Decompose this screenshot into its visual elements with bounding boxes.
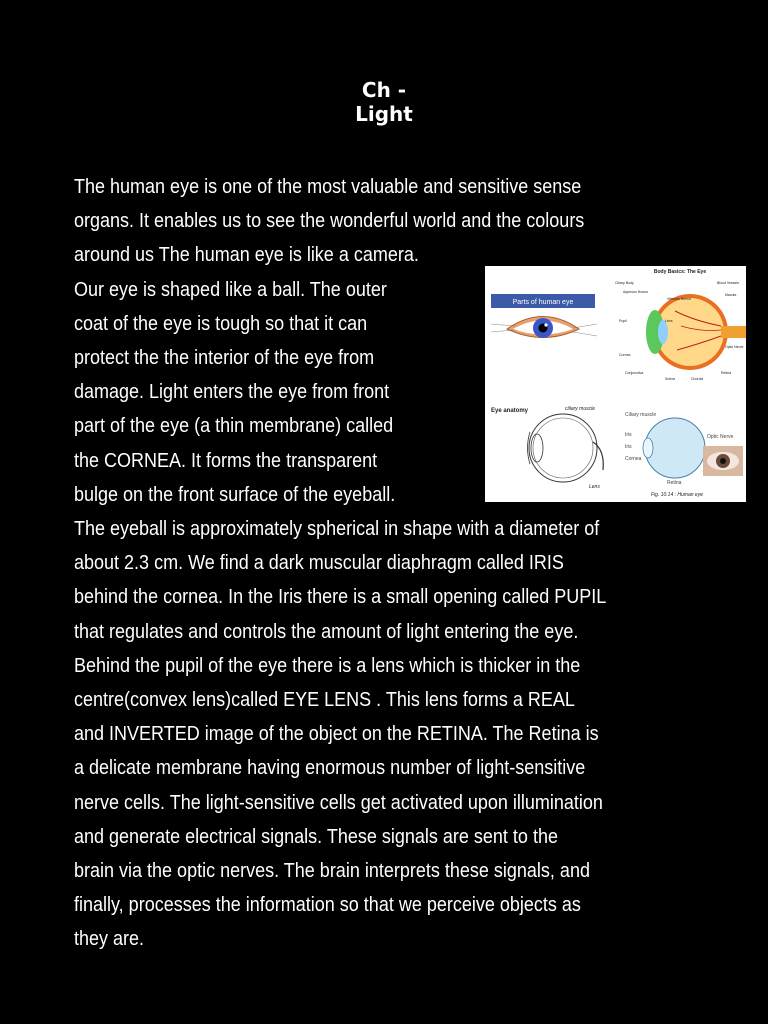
text-line: finally, processes the information so that we perceive objects as <box>74 894 581 917</box>
parts-of-eye-label: Parts of human eye <box>512 299 574 306</box>
text-line: around us The human eye is like a camera. <box>74 244 419 267</box>
text-line: brain via the optic nerves. The brain interprets these signals, and <box>74 860 590 883</box>
pointer-line <box>573 324 597 328</box>
label-choroid: Choroid <box>691 377 704 381</box>
eyeball-inner-sketch <box>533 418 593 478</box>
text-line: and INVERTED image of the object on the RETINA. The Retina is <box>74 723 599 746</box>
label-iris-lower: Iris <box>625 432 632 438</box>
eye-photo-pupil <box>720 458 726 464</box>
lens-shape <box>658 320 668 344</box>
label-ciliary-muscle-hand: ciliary muscle <box>565 406 596 412</box>
text-line: organs. It enables us to see the wonderful world and the colours <box>74 210 585 233</box>
label-cornea: Cornea <box>619 353 631 357</box>
label-blood-vessels: Blood Vessels <box>717 281 739 285</box>
pointer-line <box>491 324 515 326</box>
label-sclera: Sclera <box>665 377 675 381</box>
title-line-1: Ch - <box>361 78 407 102</box>
text-line: Our eye is shaped like a ball. The outer <box>74 278 387 301</box>
text-line: protect the the interior of the eye from <box>74 347 375 370</box>
label-vitreous-humor: Vitreous Humor <box>667 297 692 301</box>
eyeball-blue <box>645 418 705 478</box>
text-line: The human eye is one of the most valuable and sensitive sense <box>74 176 582 198</box>
text-line: and generate electrical signals. These signals are sent to the <box>74 825 558 848</box>
body-basics-title: Body Basics: The Eye <box>653 269 707 275</box>
text-line: part of the eye (a thin membrane) called <box>74 415 394 438</box>
label-aqueous-humor: Aqueous Humor <box>623 290 649 294</box>
label-ciliary-body: Ciliary Body <box>615 281 634 285</box>
title-line-2: Light <box>355 102 413 126</box>
text-line: centre(convex lens)called EYE LENS . This lens forms a REAL <box>74 689 575 712</box>
lens-blue <box>643 438 653 458</box>
text-line: The eyeball is approximately spherical in shape with a diameter of <box>74 518 600 541</box>
label-ciliary-muscle: Ciliary muscle <box>625 412 657 418</box>
text-line: Behind the pupil of the eye there is a lens which is thicker in the <box>74 654 581 677</box>
label-cornea-lower: Cornea <box>625 456 642 462</box>
text-line: damage. Light enters the eye from front <box>74 381 390 404</box>
text-line: coat of the eye is tough so that it can <box>74 312 368 335</box>
label-optic-nerve-lower: Optic Nerve <box>707 434 734 440</box>
optic-nerve-shape <box>721 326 746 338</box>
text-line: nerve cells. The light-sensitive cells get activated upon illumination <box>74 791 603 814</box>
label-iris: Iris <box>625 444 632 450</box>
label-lens: Lens <box>665 319 673 323</box>
label-macula: Macula <box>725 293 737 297</box>
page-title <box>0 78 768 126</box>
eye-anatomy-figure <box>485 266 746 502</box>
text-line: that regulates and controls the amount of light entering the eye. <box>74 620 579 643</box>
eye-diagrams-svg <box>485 266 746 502</box>
eye-highlight <box>544 323 547 326</box>
text-line: a delicate membrane having enormous number of light-sensitive <box>74 757 586 780</box>
text-line: about 2.3 cm. We find a dark muscular diaphragm called IRIS <box>74 552 564 575</box>
text-line: bulge on the front surface of the eyeball. <box>74 483 396 506</box>
text-line: behind the cornea. In the Iris there is a small opening called PUPIL <box>74 586 607 609</box>
text-line: the CORNEA. It forms the transparent <box>74 449 378 472</box>
eye-anatomy-label: Eye anatomy <box>491 408 529 414</box>
label-pupil: Pupil <box>619 319 627 323</box>
label-conjunctiva: Conjunctiva <box>625 371 644 375</box>
label-optic-nerve: Optic Nerve <box>725 345 744 349</box>
pointer-line <box>573 332 597 336</box>
figure-caption: Fig. 10.14 : Human eye <box>651 492 703 498</box>
label-retina: Retina <box>721 371 732 375</box>
eyeball-sketch <box>529 414 597 482</box>
optic-nerve-sketch <box>593 442 603 470</box>
label-retina-lower: Retina <box>667 480 682 486</box>
label-lens-hand: Lens <box>589 484 600 490</box>
text-line: they are. <box>74 928 145 951</box>
